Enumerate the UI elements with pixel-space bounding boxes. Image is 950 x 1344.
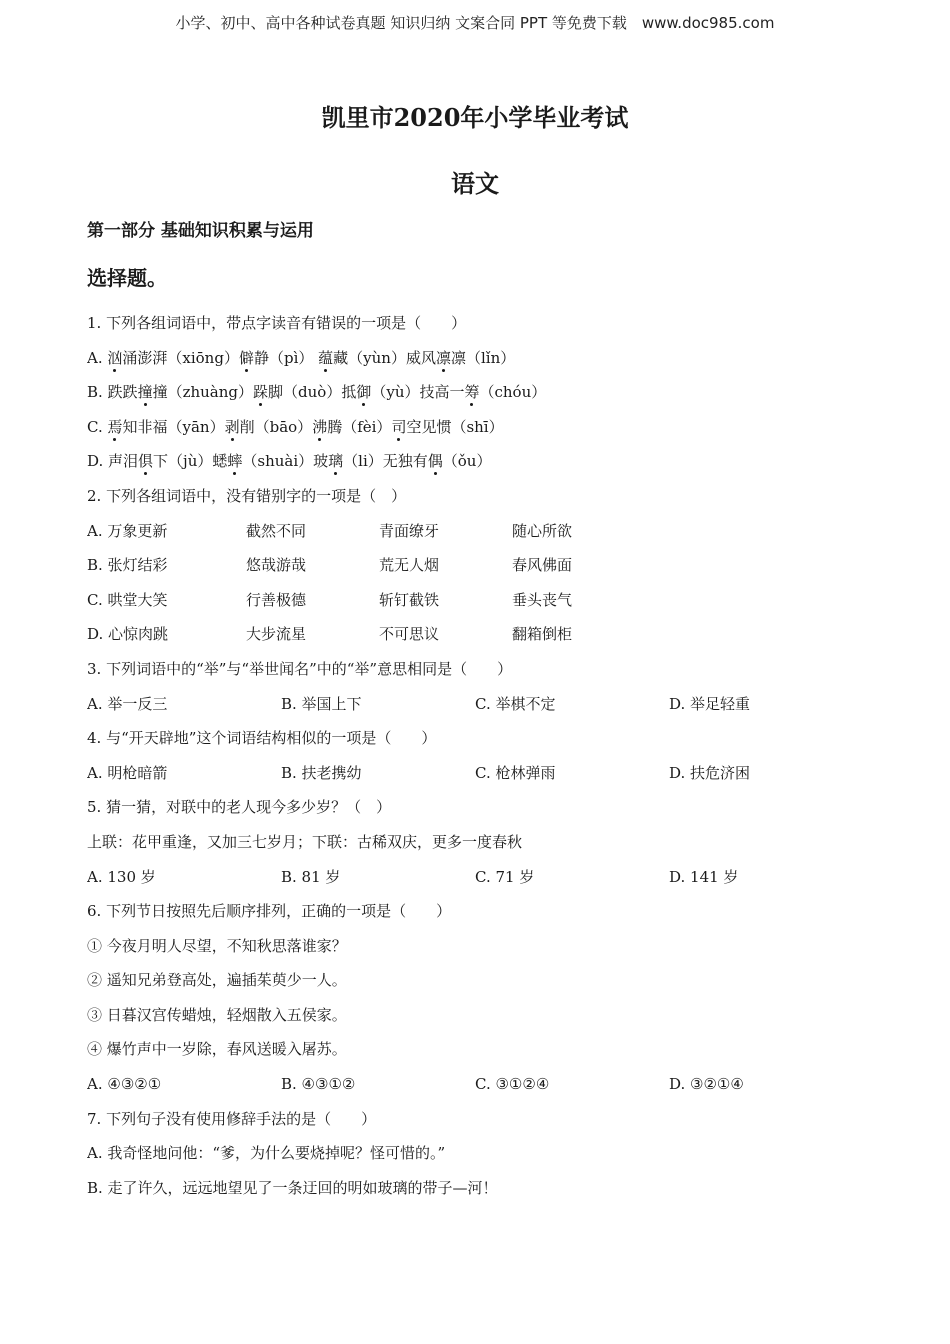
subject-title: 语文 xyxy=(451,169,499,198)
question-2-option-c: C. 哄堂大笑 行善极德 斩钉截铁 垂头丧气 xyxy=(87,590,573,609)
question-body xyxy=(87,306,887,1205)
question-1-stem: 1. 下列各组词语中，带点字读音有错误的一项是（ ） xyxy=(87,314,467,332)
question-6-line-1: ① 今夜月明人尽望，不知秋思落谁家？ xyxy=(87,936,347,955)
question-5-couplet: 上联：花甲重逢，又加三七岁月；下联：古稀双庆，更多一度春秋 xyxy=(87,832,523,851)
dotted-char: 司 xyxy=(391,417,407,436)
question-7-option-b: B. 走了许久，远远地望见了一条迂回的明如玻璃的带子—河！ xyxy=(87,1178,498,1197)
question-6-line-2: ② 遥知兄弟登高处，遍插茱萸少一人。 xyxy=(87,971,347,990)
question-2-stem: 2. 下列各组词语中，没有错别字的一项是（ ） xyxy=(87,486,407,505)
dotted-char: 沸 xyxy=(312,417,328,436)
question-1-option-b: B. 跌跌撞撞（zhuàng）跺脚（duò）抵御（yù）技高一筹（chóu） xyxy=(87,383,547,402)
question-1-option-d: D. 声泪俱下（jù）蟋蟀（shuài）玻璃（li）无独有偶（ǒu） xyxy=(87,452,492,471)
question-1-option-c: C. 焉知非福（yān）剥削（bāo）沸腾（fèi）司空见惯（shī） xyxy=(87,417,504,436)
dotted-char: 僻 xyxy=(238,348,254,367)
dotted-char: 蟀 xyxy=(227,452,243,471)
exam-title: 凯里市2020年小学毕业考试 xyxy=(321,103,629,132)
question-2-option-b: B. 张灯结彩 悠哉游哉 荒无人烟 春风佛面 xyxy=(87,556,573,575)
question-1-option-a: A. 汹涌澎湃（xiōng）僻静（pì） 蕴藏（yùn）威风凛凛（lǐn） xyxy=(87,348,516,367)
question-2-option-a: A. 万象更新 截然不同 青面缭牙 随心所欲 xyxy=(87,521,573,540)
dotted-char: 偶 xyxy=(427,452,443,471)
question-6-stem: 6. 下列节日按照先后顺序排列，正确的一项是（ ） xyxy=(87,902,452,921)
question-7-stem: 7. 下列句子没有使用修辞手法的是（ ） xyxy=(87,1109,377,1128)
dotted-char: 筹 xyxy=(464,383,480,402)
dotted-char: 御 xyxy=(356,383,372,402)
dotted-char: 蕴 xyxy=(318,348,334,367)
question-5-options: A. 130 岁 B. 81 岁 C. 71 岁 D. 141 岁 xyxy=(87,867,739,886)
question-5-stem: 5. 猜一猜，对联中的老人现今多少岁？（ ） xyxy=(87,798,392,817)
question-4-stem: 4. 与“开天辟地”这个词语结构相似的一项是（ ） xyxy=(87,729,437,748)
site-banner: 小学、初中、高中各种试卷真题 知识归纳 文案合同 PPT 等免费下载 www.doc985.com xyxy=(175,14,775,32)
section-heading: 第一部分 基础知识积累与运用 xyxy=(87,221,314,241)
question-6-line-3: ③ 日暮汉宫传蜡烛，轻烟散入五侯家。 xyxy=(87,1005,347,1024)
dotted-char: 跺 xyxy=(253,383,269,402)
question-6-line-4: ④ 爆竹声中一岁除，春风送暖入屠苏。 xyxy=(87,1040,347,1059)
dotted-char: 剥 xyxy=(224,417,240,436)
dotted-char: 焉 xyxy=(107,417,123,436)
dotted-char: 俱 xyxy=(138,452,154,471)
question-type-heading: 选择题。 xyxy=(87,266,167,290)
question-7-option-a: A. 我奇怪地问他：“爹，为什么要烧掉呢？怪可惜的。” xyxy=(87,1144,446,1163)
question-2-option-d: D. 心惊肉跳 大步流星 不可思议 翻箱倒柜 xyxy=(87,625,573,644)
question-6-options: A. ④③②① B. ④③①② C. ③①②④ D. ③②①④ xyxy=(87,1075,744,1094)
dotted-char: 撞 xyxy=(137,383,153,402)
dotted-char: 凛 xyxy=(435,348,451,367)
question-3-options: A. 举一反三 B. 举国上下 C. 举棋不定 D. 举足轻重 xyxy=(87,694,751,713)
question-4-options: A. 明枪暗箭 B. 扶老携幼 C. 枪林弹雨 D. 扶危济困 xyxy=(87,763,751,782)
dotted-char: 璃 xyxy=(328,452,344,471)
dotted-char: 汹 xyxy=(107,348,123,367)
question-3-stem: 3. 下列词语中的“举”与“举世闻名”中的“举”意思相同是（ ） xyxy=(87,659,513,678)
